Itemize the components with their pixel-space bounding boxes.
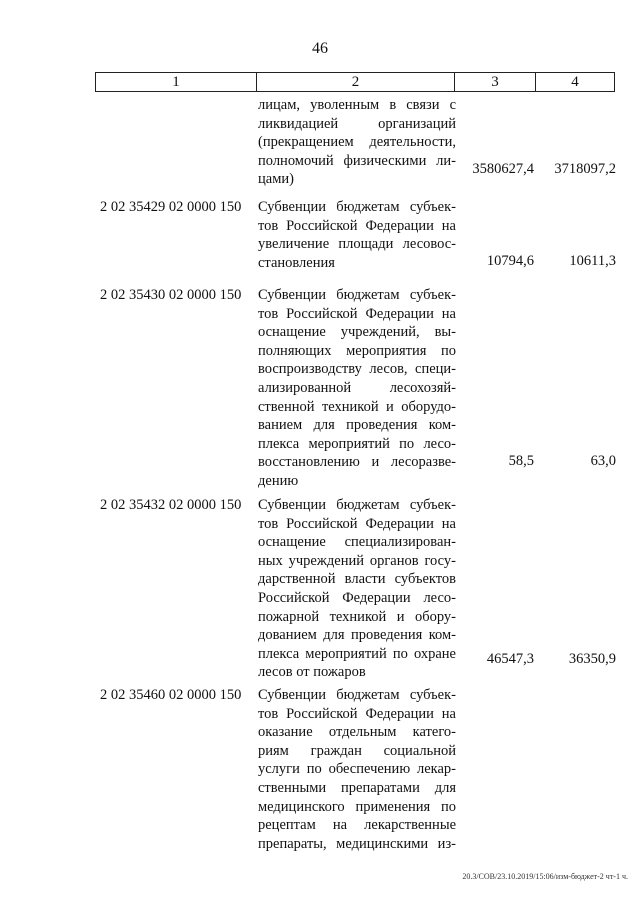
description-line: ственными препаратами для	[258, 779, 456, 796]
description-line: цами)	[258, 171, 294, 188]
column-header-2: 2	[257, 73, 455, 92]
description-line: дованием для проведения ком-	[258, 627, 456, 644]
description-line: ных учреждений органов госу-	[258, 552, 456, 569]
column-header-table	[95, 72, 615, 92]
budget-code: 2 02 35460 02 0000 150	[100, 687, 242, 703]
description-line: пожарной техникой и обору-	[258, 608, 456, 625]
description-line: ализированной лесохозяй-	[258, 379, 456, 396]
value-col3: 46547,3	[486, 651, 534, 667]
row-description	[258, 686, 456, 853]
description-line: полняющих мероприятия по	[258, 342, 456, 359]
description-line: становления	[258, 254, 335, 271]
description-line: оснащение специализирован-	[258, 534, 456, 551]
description-line: дарственной власти субъектов	[258, 571, 456, 588]
column-header-row	[96, 73, 615, 92]
description-line: ванием для проведения ком-	[258, 417, 456, 434]
document-footer-stamp: 20.3/СОВ/23.10.2019/15:06/изм-бюджет-2 чт-1 ч.	[462, 872, 628, 881]
value-col4: 3718097,2	[554, 161, 616, 177]
description-line: Субвенции бюджетам субъек-	[258, 287, 456, 303]
description-line: Субвенции бюджетам субъек-	[258, 199, 456, 215]
description-line: препараты, медицинскими из-	[258, 835, 456, 852]
description-line: оснащение учреждений, вы-	[258, 324, 456, 341]
column-header-3: 3	[455, 73, 536, 92]
description-line: Российской Федерации лесо-	[258, 589, 456, 606]
budget-code: 2 02 35429 02 0000 150	[100, 199, 242, 215]
description-line: воспроизводству лесов, специ-	[258, 361, 456, 378]
budget-code: 2 02 35430 02 0000 150	[100, 287, 242, 303]
row-description	[258, 198, 456, 272]
description-line: ственной техникой и оборудо-	[258, 398, 456, 415]
description-line: тов Российской Федерации на	[258, 305, 456, 322]
description-line: рецептам на лекарственные	[258, 817, 456, 834]
value-col3: 3580627,4	[472, 161, 534, 177]
row-description	[258, 96, 456, 189]
page-number: 46	[312, 40, 328, 57]
description-line: тов Российской Федерации на	[258, 217, 456, 234]
value-col4: 10611,3	[569, 253, 616, 269]
description-line: оказание отдельным катего-	[258, 724, 456, 741]
description-line: лесов от пожаров	[258, 664, 366, 681]
description-line: ликвидацией организаций	[258, 115, 456, 132]
description-line: услуги по обеспечению лекар-	[258, 761, 456, 778]
column-header-4: 4	[536, 73, 615, 92]
row-description	[258, 496, 456, 682]
description-line: дению	[258, 472, 299, 489]
value-col4: 63,0	[590, 453, 616, 469]
description-line: увеличение площади лесовос-	[258, 236, 456, 253]
column-header-1: 1	[96, 73, 257, 92]
description-line: плекса мероприятий по охране	[258, 645, 456, 662]
description-line: (прекращением деятельности,	[258, 134, 456, 151]
description-line: Субвенции бюджетам субъек-	[258, 687, 456, 703]
description-line: тов Российской Федерации на	[258, 515, 456, 532]
description-line: риям граждан социальной	[258, 742, 456, 759]
description-line: полномочий физическими ли-	[258, 152, 456, 169]
description-line: тов Российской Федерации на	[258, 705, 456, 722]
value-col4: 36350,9	[568, 651, 616, 667]
description-line: лицам, уволенным в связи с	[258, 97, 456, 113]
value-col3: 10794,6	[486, 253, 534, 269]
value-col3: 58,5	[508, 453, 534, 469]
description-line: Субвенции бюджетам субъек-	[258, 497, 456, 513]
description-line: медицинского применения по	[258, 798, 456, 815]
description-line: восстановлению и лесоразве-	[258, 454, 456, 471]
description-line: плекса мероприятий по лесо-	[258, 435, 456, 452]
budget-code: 2 02 35432 02 0000 150	[100, 497, 242, 513]
row-description	[258, 286, 456, 491]
